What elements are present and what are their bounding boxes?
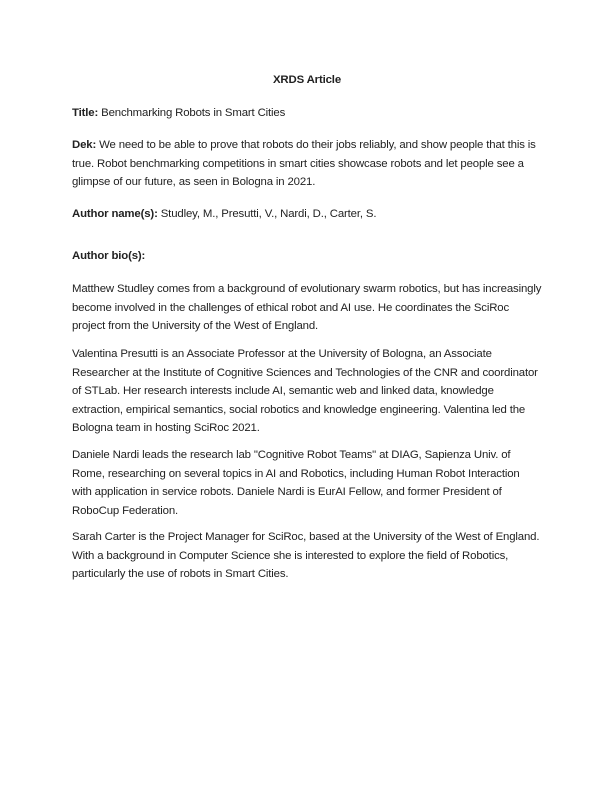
title-label: Title: xyxy=(72,107,99,119)
author-names: Studley, M., Presutti, V., Nardi, D., Carter, S. xyxy=(160,208,377,220)
dek-paragraph xyxy=(72,136,542,192)
author-bio-nardi: Daniele Nardi leads the research lab "Cognitive Robot Teams" at DIAG, Sapienza Univ. of Rome, researching on several topics in AI and Robotics, including Human Robot Interaction with application in service robots. Daniele Nardi is EurAI Fellow, and former President of RoboCup Federation. xyxy=(72,449,520,517)
document-heading: XRDS Article xyxy=(272,74,342,86)
author-bio-presutti: Valentina Presutti is an Associate Professor at the University of Bologna, an Associate Researcher at the Institute of Cognitive Sciences and Technologies of the CNR and coordinator of STLab. Her research interests include AI, semantic web and linked data, knowledge extraction, empirical semantics, social robotics and knowledge engineering. Valentina led the Bologna team in hosting SciRoc 2021. xyxy=(72,348,538,435)
article-title: Benchmarking Robots in Smart Cities xyxy=(101,107,286,119)
author-bio-studley: Matthew Studley comes from a background of evolutionary swarm robotics, but has increasingly become involved in the challenges of ethical robot and AI use. He coordinates the SciRoc project from the University of the West of England. xyxy=(72,283,542,333)
author-bio-heading: Author bio(s): xyxy=(72,250,146,262)
article-title-line xyxy=(72,104,542,123)
author-bio-carter: Sarah Carter is the Project Manager for SciRoc, based at the University of the West of England. With a background in Computer Science she is interested to explore the field of Robotics, particularly the use of robots in Smart Cities. xyxy=(72,531,540,581)
dek-text: We need to be able to prove that robots do their jobs reliably, and show people that this is true. Robot benchmarking competitions in smart cities showcase robots and let people see a glimpse of our future, as seen in Bologna in 2021. xyxy=(72,139,536,189)
dek-label: Dek: xyxy=(72,139,97,151)
author-names-line xyxy=(72,205,542,224)
author-label: Author name(s): xyxy=(72,208,158,220)
